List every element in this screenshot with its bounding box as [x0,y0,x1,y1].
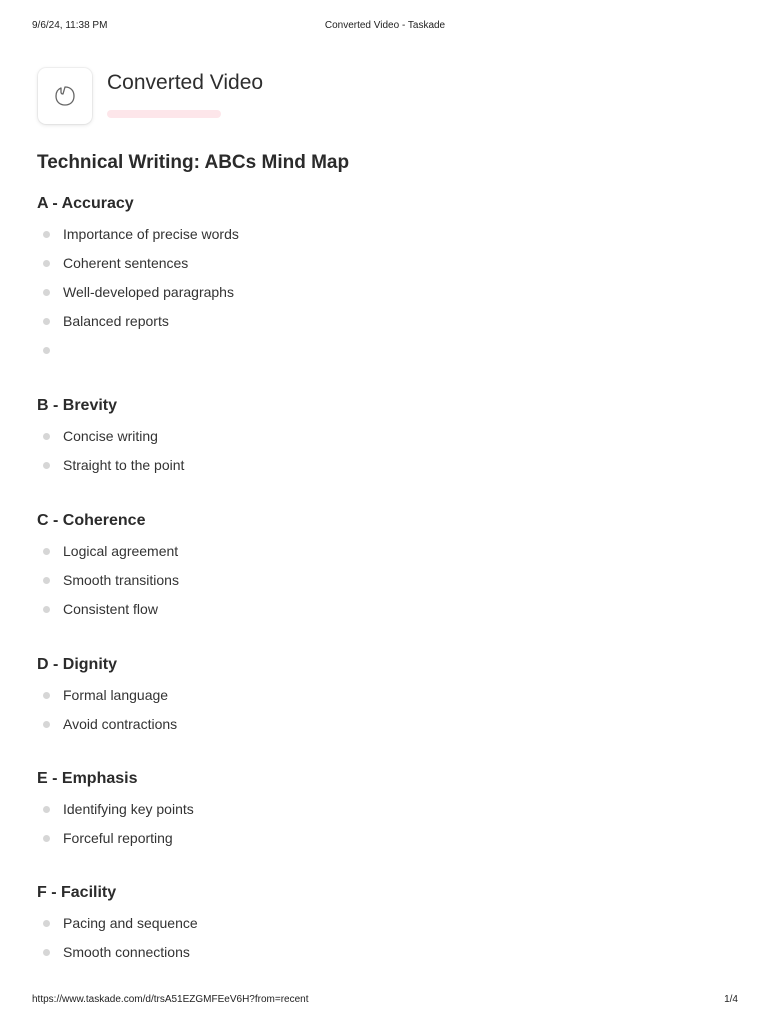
list-item-text: Well-developed paragraphs [63,284,234,300]
bullet-list [37,916,637,974]
print-page-title: Converted Video - Taskade [324,20,446,31]
list-item[interactable] [37,602,637,631]
bullet-dot-icon [43,231,50,238]
section-heading: A - Accuracy [37,195,134,212]
list-item[interactable] [37,314,637,343]
list-item[interactable] [37,916,637,945]
print-header [32,20,738,34]
list-item-text: Avoid contractions [63,716,178,732]
list-item[interactable] [37,429,637,458]
list-item-text: Consistent flow [63,601,158,617]
section-brevity [37,396,637,487]
list-item-text: Logical agreement [63,543,179,559]
list-item-text: Straight to the point [63,457,185,473]
list-item[interactable] [37,688,637,717]
list-item-text: Smooth connections [63,944,190,960]
print-footer [32,994,738,1008]
list-item-text: Balanced reports [63,313,169,329]
list-item-text: Smooth transitions [63,572,179,588]
list-item-text: Coherent sentences [63,255,189,271]
list-item-text: Pacing and sequence [63,915,198,931]
bullet-list [37,429,637,487]
bullet-dot-icon [43,347,50,354]
list-item[interactable] [37,256,637,285]
list-item[interactable] [37,285,637,314]
print-datetime: 9/6/24, 11:38 PM [32,20,108,31]
bullet-dot-icon [43,920,50,927]
bullet-dot-icon [43,433,50,440]
section-heading: E - Emphasis [37,770,138,787]
list-item-text: Forceful reporting [63,830,173,846]
section-coherence [37,511,637,631]
bullet-dot-icon [43,606,50,613]
bullet-dot-icon [43,318,50,325]
bullet-dot-icon [43,692,50,699]
section-heading: D - Dignity [37,656,117,673]
bullet-dot-icon [43,806,50,813]
bullet-dot-icon [43,721,50,728]
list-item[interactable] [37,227,637,256]
list-item[interactable] [37,802,637,831]
print-url[interactable]: https://www.taskade.com/d/trsA51EZGMFEeV6H?from=recent [32,994,309,1005]
list-item[interactable] [37,945,637,974]
bullet-list [37,544,637,631]
list-item-text: Importance of precise words [63,226,239,242]
section-facility [37,883,637,974]
list-item[interactable] [37,573,637,602]
list-item-text: Concise writing [63,428,158,444]
list-item-empty[interactable] [37,343,637,372]
bullet-dot-icon [43,289,50,296]
list-item[interactable] [37,544,637,573]
list-item-text: Identifying key points [63,801,194,817]
section-heading: B - Brevity [37,397,118,414]
blank-page-icon [54,85,76,107]
bullet-dot-icon [43,835,50,842]
bullet-dot-icon [43,577,50,584]
list-item[interactable] [37,717,637,746]
bullet-dot-icon [43,462,50,469]
bullet-list [37,802,637,860]
section-heading: F - Facility [37,884,117,901]
list-item[interactable] [37,831,637,860]
section-dignity [37,655,637,746]
section-heading: C - Coherence [37,512,146,529]
list-item-text: Formal language [63,687,169,703]
mind-map-heading: Technical Writing: ABCs Mind Map [37,152,350,173]
section-emphasis [37,769,637,860]
bullet-list [37,227,637,372]
list-item[interactable] [37,458,637,487]
document-title-accent [107,110,221,118]
page-indicator: 1/4 [724,994,738,1005]
bullet-list [37,688,637,746]
section-accuracy [37,194,637,372]
bullet-dot-icon [43,548,50,555]
bullet-dot-icon [43,949,50,956]
document-title[interactable]: Converted Video [107,71,264,94]
document-icon-button[interactable] [38,68,92,124]
bullet-dot-icon [43,260,50,267]
